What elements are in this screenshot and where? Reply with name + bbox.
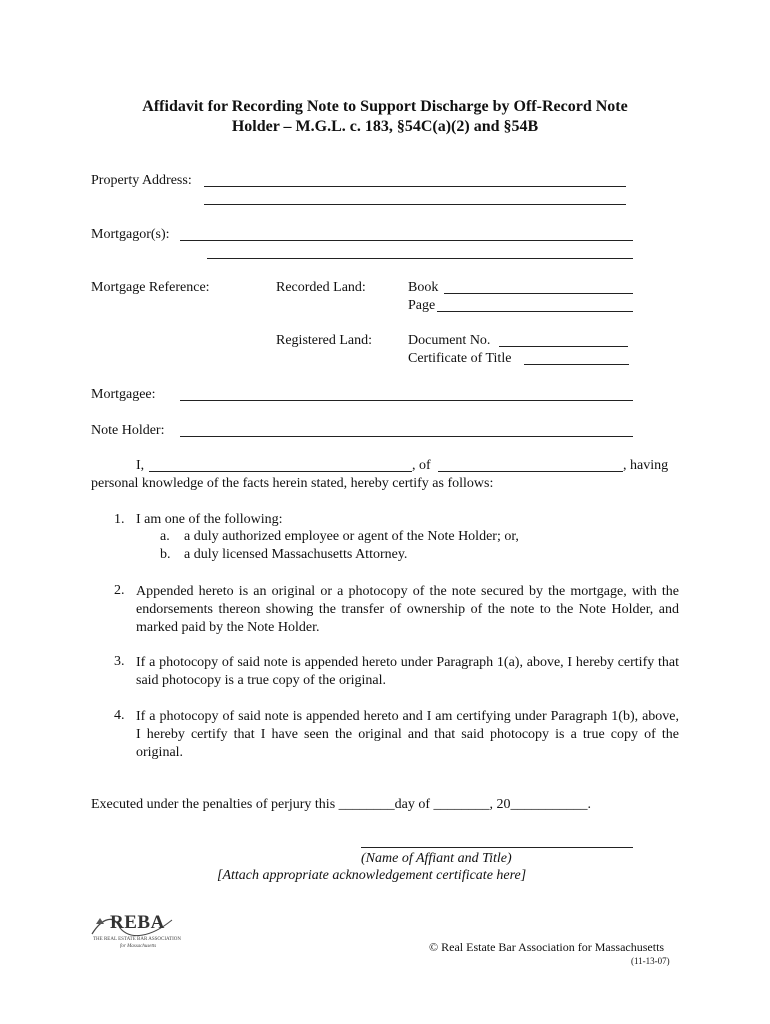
item-4-text: If a photocopy of said note is appended hereto and I am certifying under Paragraph 1(b), above, I hereby certify that I have seen the original and that said photocopy is a true copy of the original. bbox=[136, 709, 679, 760]
reba-logo-subtext: THE REAL ESTATE BAR ASSOCIATION bbox=[93, 937, 182, 942]
page-label: Page bbox=[408, 298, 436, 313]
affiant-of-field[interactable] bbox=[438, 471, 623, 472]
property-address-field-line2[interactable] bbox=[204, 204, 626, 205]
mortgagee-label: Mortgagee: bbox=[91, 387, 156, 402]
item-3-number: 3. bbox=[114, 654, 125, 669]
item-3-text: If a photocopy of said note is appended hereto under Paragraph 1(a), above, I hereby certify that said photocopy is a true copy of the original. bbox=[136, 655, 679, 688]
mortgagee-field[interactable] bbox=[180, 400, 633, 401]
document-no-label: Document No. bbox=[408, 333, 491, 348]
item-1a-text: a duly authorized employee or agent of the Note Holder; or, bbox=[184, 529, 519, 544]
book-label: Book bbox=[408, 280, 439, 295]
certify-having-label: , having bbox=[623, 458, 669, 473]
executed-statement: Executed under the penalties of perjury this ________day of ________, 20___________. bbox=[91, 797, 592, 812]
page-title-line2: Holder – M.G.L. c. 183, §54C(a)(2) and §54B bbox=[231, 118, 539, 135]
document-no-field[interactable] bbox=[499, 346, 628, 347]
item-1a-letter: a. bbox=[160, 529, 170, 544]
certificate-of-title-label: Certificate of Title bbox=[408, 351, 512, 366]
copyright-notice: © Real Estate Bar Association for Massachusetts bbox=[429, 940, 665, 954]
attach-certificate-note: [Attach appropriate acknowledgement certificate here] bbox=[217, 868, 527, 883]
item-1b-text: a duly licensed Massachusetts Attorney. bbox=[184, 547, 408, 562]
signature-name-title: (Name of Affiant and Title) bbox=[361, 851, 512, 866]
mortgagors-field-line2[interactable] bbox=[207, 258, 633, 259]
certify-i-label: I, bbox=[136, 458, 145, 473]
page-title-line1: Affidavit for Recording Note to Support Discharge by Off-Record Note bbox=[142, 98, 628, 115]
recorded-land-label: Recorded Land: bbox=[276, 280, 366, 295]
note-holder-field[interactable] bbox=[180, 436, 633, 437]
mortgagors-field-line1[interactable] bbox=[180, 240, 633, 241]
item-1-text: I am one of the following: bbox=[136, 512, 283, 527]
reba-logo-subtext2: for Massachusetts bbox=[120, 944, 157, 949]
note-holder-label: Note Holder: bbox=[91, 423, 165, 438]
page-field[interactable] bbox=[437, 311, 633, 312]
item-2-number: 2. bbox=[114, 583, 125, 598]
book-field[interactable] bbox=[444, 293, 633, 294]
revision-date: (11-13-07) bbox=[631, 956, 670, 966]
signature-line[interactable] bbox=[361, 847, 633, 848]
certificate-of-title-field[interactable] bbox=[524, 364, 629, 365]
certify-of-label: , of bbox=[412, 458, 431, 473]
registered-land-label: Registered Land: bbox=[276, 333, 373, 348]
item-1b-letter: b. bbox=[160, 547, 171, 562]
item-1-number: 1. bbox=[114, 512, 125, 527]
property-address-field-line1[interactable] bbox=[204, 186, 626, 187]
property-address-label: Property Address: bbox=[91, 173, 192, 188]
item-4-number: 4. bbox=[114, 708, 125, 723]
reba-logo-text: REBA bbox=[110, 912, 165, 933]
affiant-name-field[interactable] bbox=[149, 471, 412, 472]
mortgage-reference-label: Mortgage Reference: bbox=[91, 280, 210, 295]
item-2-text: Appended hereto is an original or a photocopy of the note secured by the mortgage, with the endorsements thereon showing the transfer of ownership of the note to the Note Holder, and marked paid by the Note Holder. bbox=[136, 584, 679, 635]
certify-line2: personal knowledge of the facts herein stated, hereby certify as follows: bbox=[91, 476, 494, 491]
reba-logo bbox=[90, 910, 185, 955]
mortgagors-label: Mortgagor(s): bbox=[91, 227, 170, 242]
